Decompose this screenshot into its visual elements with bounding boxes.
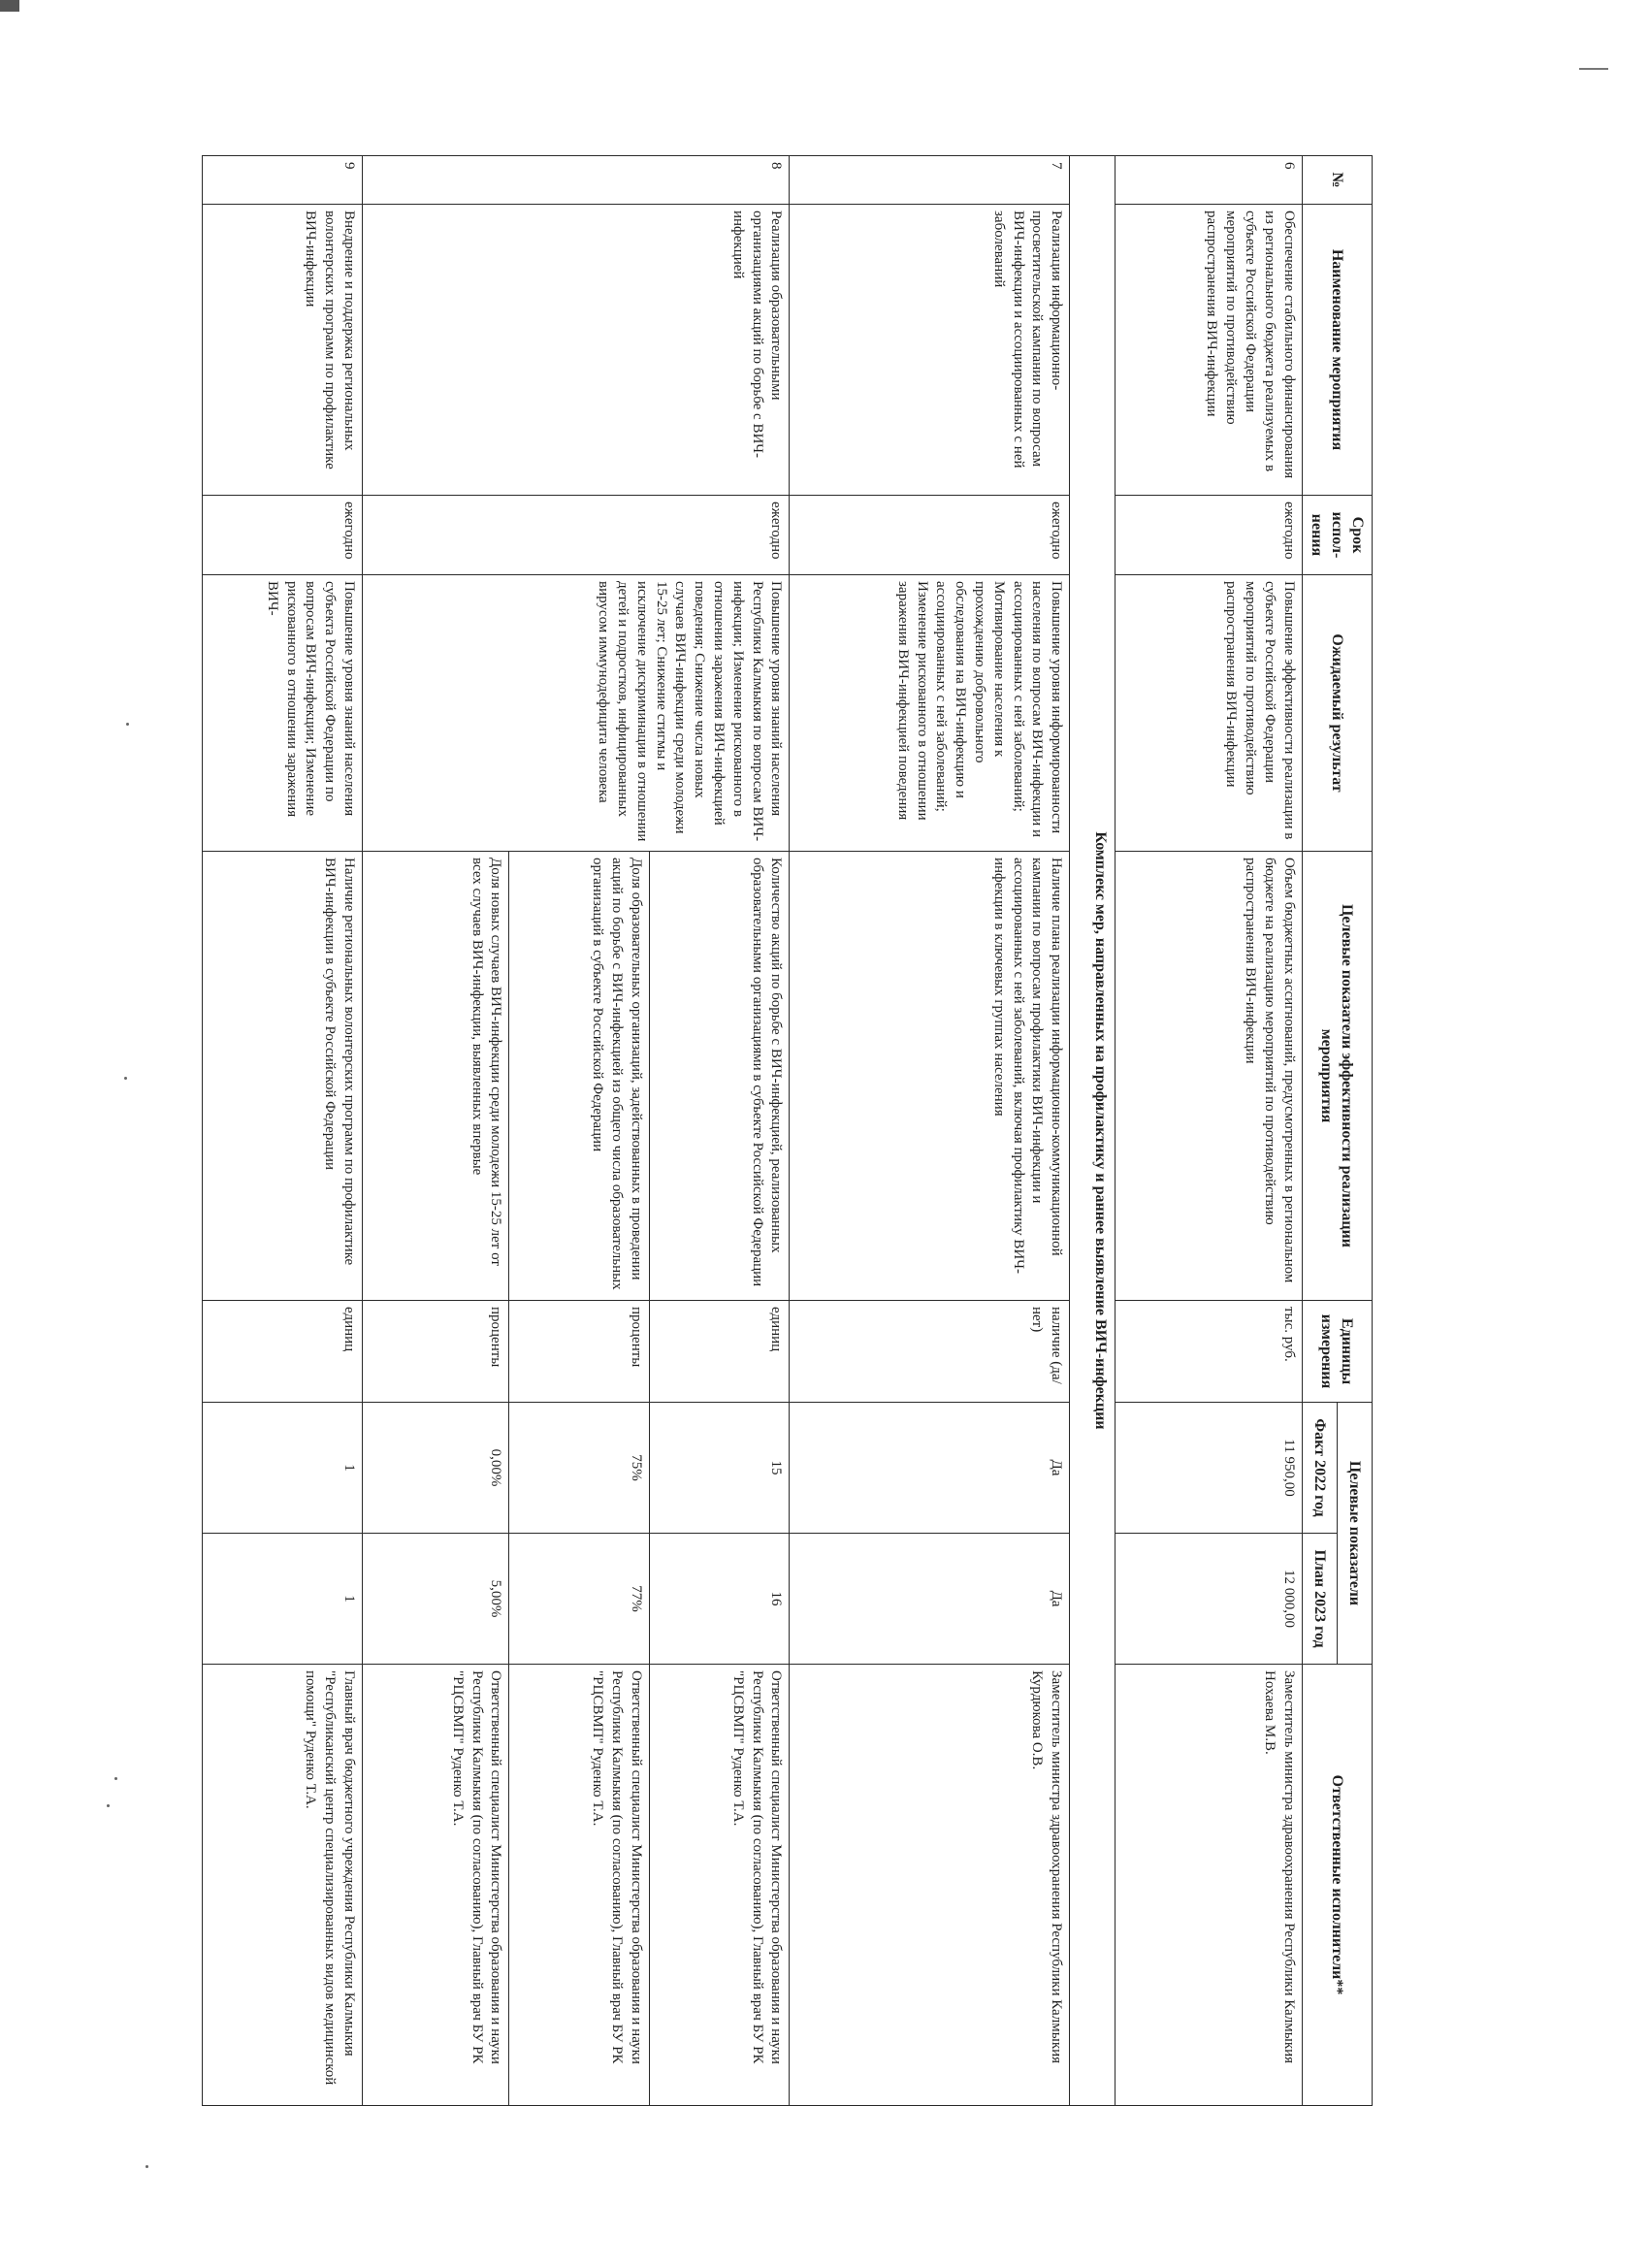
measure-term: ежегодно: [202, 496, 362, 575]
indicator-fact: 11 950,00: [1116, 1403, 1303, 1534]
scan-speck: [114, 1777, 117, 1780]
responsible: Главный врач бюджетного учреждения Республики Калмыкия "Республиканский центр специализированных видов медицинской помощи" Руденко Т.А.: [202, 1665, 362, 2106]
row-num: 8: [363, 156, 790, 205]
measure-name: Реализация информационно-просветительской кампании по вопросам ВИЧ-инфекции и ассоциированных с ней заболеваний: [790, 205, 1070, 496]
document-page: [213, 155, 1373, 2105]
scan-edge-mark: [0, 0, 19, 12]
col-header-indicators: Целевые показатели эффективности реализации мероприятия: [1302, 852, 1372, 1301]
col-header-fact: Факт 2022 год: [1302, 1403, 1337, 1534]
col-header-responsible: Ответственные исполнители**: [1302, 1665, 1372, 2106]
indicator-fact: Да: [790, 1403, 1070, 1534]
indicator-fact: 1: [202, 1403, 362, 1534]
table-row: [790, 156, 1070, 2106]
action-plan-table: [202, 155, 1373, 2106]
row-num: 7: [790, 156, 1070, 205]
indicator-unit: тыс. руб.: [1116, 1301, 1303, 1403]
expected-result: Повышение уровня знаний населения Республики Калмыкия по вопросам ВИЧ-инфекции; Изменение рискованного в отношении заражения ВИЧ-инфекцией поведения; Снижение числа новых случаев ВИЧ-инфекции среди молодежи 15-25 лет; Снижение стигмы и исключение дискриминации в отношении детей и подростков, инфицированных вирусом иммунодефицита человека: [363, 575, 790, 852]
col-header-name: Наименование мероприятия: [1302, 205, 1372, 496]
scan-speck: [146, 2165, 148, 2168]
indicator-text: Наличие региональных волонтерских программ по профилактике ВИЧ-инфекции в субъекте Российской Федерации: [202, 852, 362, 1301]
col-header-term: Срок испол- нения: [1302, 496, 1372, 575]
scan-speck: [107, 1804, 110, 1807]
indicator-fact: 0,00%: [363, 1403, 509, 1534]
col-header-unit: Единицы измерения: [1302, 1301, 1372, 1403]
section-row: [1070, 156, 1116, 2106]
row-num: 9: [202, 156, 362, 205]
table-row: [1116, 156, 1303, 2106]
indicator-plan: 16: [649, 1534, 789, 1665]
col-header-targets: Целевые показатели: [1337, 1403, 1372, 1665]
indicator-text: Доля образовательных организаций, задействованных в проведении акций по борьбе с ВИЧ-инфекцией из общего числа образовательных организаций в субъекте Российской Федерации: [509, 852, 649, 1301]
section-title: Комплекс мер, направленных на профилактику и раннее выявление ВИЧ-инфекции: [1070, 156, 1116, 2106]
indicator-unit: единиц: [202, 1301, 362, 1403]
expected-result: Повышение эффективности реализации в субъекте Российской Федерации мероприятий по противодействию распространения ВИЧ-инфекции: [1116, 575, 1303, 852]
scan-speck: [126, 723, 129, 726]
indicator-unit: проценты: [363, 1301, 509, 1403]
indicator-text: Наличие плана реализации информационно-коммуникационной кампании по вопросам профилактики ВИЧ-инфекции и ассоциированных с ней заболеваний, включая профилактику ВИЧ-инфекции в ключевых группах населения: [790, 852, 1070, 1301]
indicator-plan: 1: [202, 1534, 362, 1665]
measure-term: ежегодно: [790, 496, 1070, 575]
responsible: Ответственный специалист Министерства образования и науки Республики Калмыкия (по согласованию), Главный врач БУ РК "РЦСВМП" Руденко Т.А.: [363, 1665, 509, 2106]
col-header-result: Ожидаемый результат: [1302, 575, 1372, 852]
row-num: 6: [1116, 156, 1303, 205]
responsible: Заместитель министра здравоохранения Республики Калмыкия Нохаева М.В.: [1116, 1665, 1303, 2106]
measure-name: Реализация образовательными организациями акций по борьбе с ВИЧ-инфекцией: [363, 205, 790, 496]
table-row: [202, 156, 362, 2106]
indicator-fact: 15: [649, 1403, 789, 1534]
indicator-text: Доля новых случаев ВИЧ-инфекции среди молодежи 15-25 лет от всех случаев ВИЧ-инфекции, выявленных впервые: [363, 852, 509, 1301]
scan-speck: [124, 1077, 127, 1080]
col-header-plan: План 2023 год: [1302, 1534, 1337, 1665]
indicator-plan: 77%: [509, 1534, 649, 1665]
indicator-unit: единиц: [649, 1301, 789, 1403]
measure-name: Обеспечение стабильного финансирования из регионального бюджета реализуемых в субъекте Российской Федерации мероприятий по противодействию распространения ВИЧ-инфекции: [1116, 205, 1303, 496]
indicator-text: Объем бюджетных ассигнований, предусмотренных в региональном бюджете на реализацию мероприятий по противодействию распространения ВИЧ-инфекции: [1116, 852, 1303, 1301]
indicator-unit: проценты: [509, 1301, 649, 1403]
expected-result: Повышение уровня знаний населения субъекта Российской Федерации по вопросам ВИЧ-инфекции; Изменение рискованного в отношении заражения ВИЧ-: [202, 575, 362, 852]
responsible: Заместитель министра здравоохранения Республики Калмыкия Курдюкова О.В.: [790, 1665, 1070, 2106]
measure-term: ежегодно: [363, 496, 790, 575]
responsible: Ответственный специалист Министерства образования и науки Республики Калмыкия (по согласованию), Главный врач БУ РК "РЦСВМП" Руденко Т.А.: [649, 1665, 789, 2106]
indicator-text: Количество акций по борьбе с ВИЧ-инфекцией, реализованных образовательными организациями в субъекте Российской Федерации: [649, 852, 789, 1301]
indicator-plan: 5,00%: [363, 1534, 509, 1665]
table-row: [649, 156, 789, 2106]
indicator-plan: 12 000,00: [1116, 1534, 1303, 1665]
indicator-unit: наличие (да/нет): [790, 1301, 1070, 1403]
indicator-plan: Да: [790, 1534, 1070, 1665]
expected-result: Повышение уровня информированности населения по вопросам ВИЧ-инфекции и ассоциированных с ней заболеваний; Мотивирование населения к прохождению добровольного обследования на ВИЧ-инфекцию и ассоциированных с ней заболеваний; Изменение рискованного в отношении заражения ВИЧ-инфекцией поведения: [790, 575, 1070, 852]
indicator-fact: 75%: [509, 1403, 649, 1534]
col-header-num: №: [1302, 156, 1372, 205]
measure-name: Внедрение и поддержка региональных волонтерских программ по профилактике ВИЧ-инфекции: [202, 205, 362, 496]
responsible: Ответственный специалист Министерства образования и науки Республики Калмыкия (по согласованию), Главный врач БУ РК "РЦСВМП" Руденко Т.А.: [509, 1665, 649, 2106]
measure-term: ежегодно: [1116, 496, 1303, 575]
scan-dash-mark: [1579, 68, 1608, 70]
header-row: [1337, 156, 1372, 2106]
